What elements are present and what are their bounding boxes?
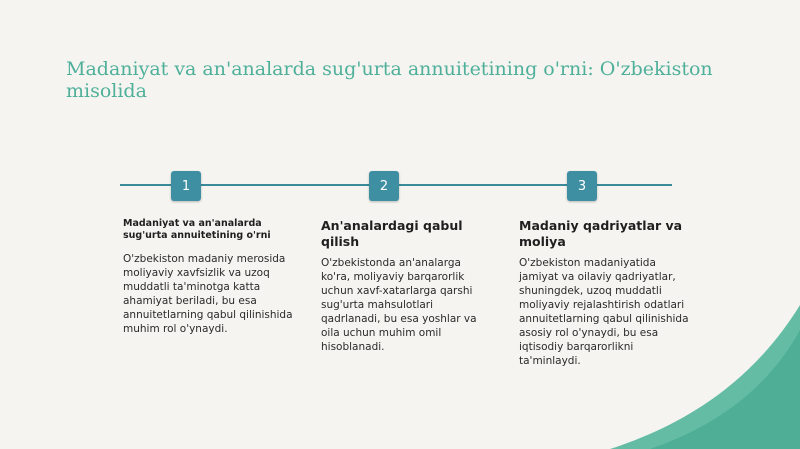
step-heading-1: Madaniyat va an'analarda sug'urta annuitetining o'rni xyxy=(123,218,271,241)
step-marker-1: 1 xyxy=(171,171,201,201)
step-body-3: O'zbekiston madaniyatida jamiyat va oilaviy qadriyatlar, shuningdek, uzoq muddatli moliyaviy rejalashtirish odatlari annuitetlarning qabul qilinishida asosiy rol o'ynaydi, bu esa iqtisodiy barqarorlikni ta'minlaydi. xyxy=(519,257,689,367)
slide-title: Madaniyat va an'analarda sug'urta annuitetining o'rni: O'zbekiston misolida xyxy=(66,58,713,102)
step-column-2 xyxy=(321,218,493,354)
step-column-1 xyxy=(123,218,303,336)
step-body-2: O'zbekistonda an'analarga ko'ra, moliyaviy barqarorlik uchun xavf-xatarlarga qarshi sug'urta mahsulotlari qadrlanadi, bu esa yoshlar va oila uchun muhim omil hisoblanadi. xyxy=(321,257,477,353)
step-marker-3: 3 xyxy=(567,171,597,201)
step-marker-2: 2 xyxy=(369,171,399,201)
step-heading-2: An'analardagi qabul qilish xyxy=(321,218,463,249)
step-heading-3: Madaniy qadriyatlar va moliya xyxy=(519,218,683,249)
step-column-3 xyxy=(519,218,691,368)
step-body-1: O'zbekiston madaniy merosida moliyaviy xavfsizlik va uzoq muddatli ta'minotga katta ahamiyat beriladi, bu esa annuitetlarning qabul qilinishida muhim rol o'ynaydi. xyxy=(123,253,293,335)
